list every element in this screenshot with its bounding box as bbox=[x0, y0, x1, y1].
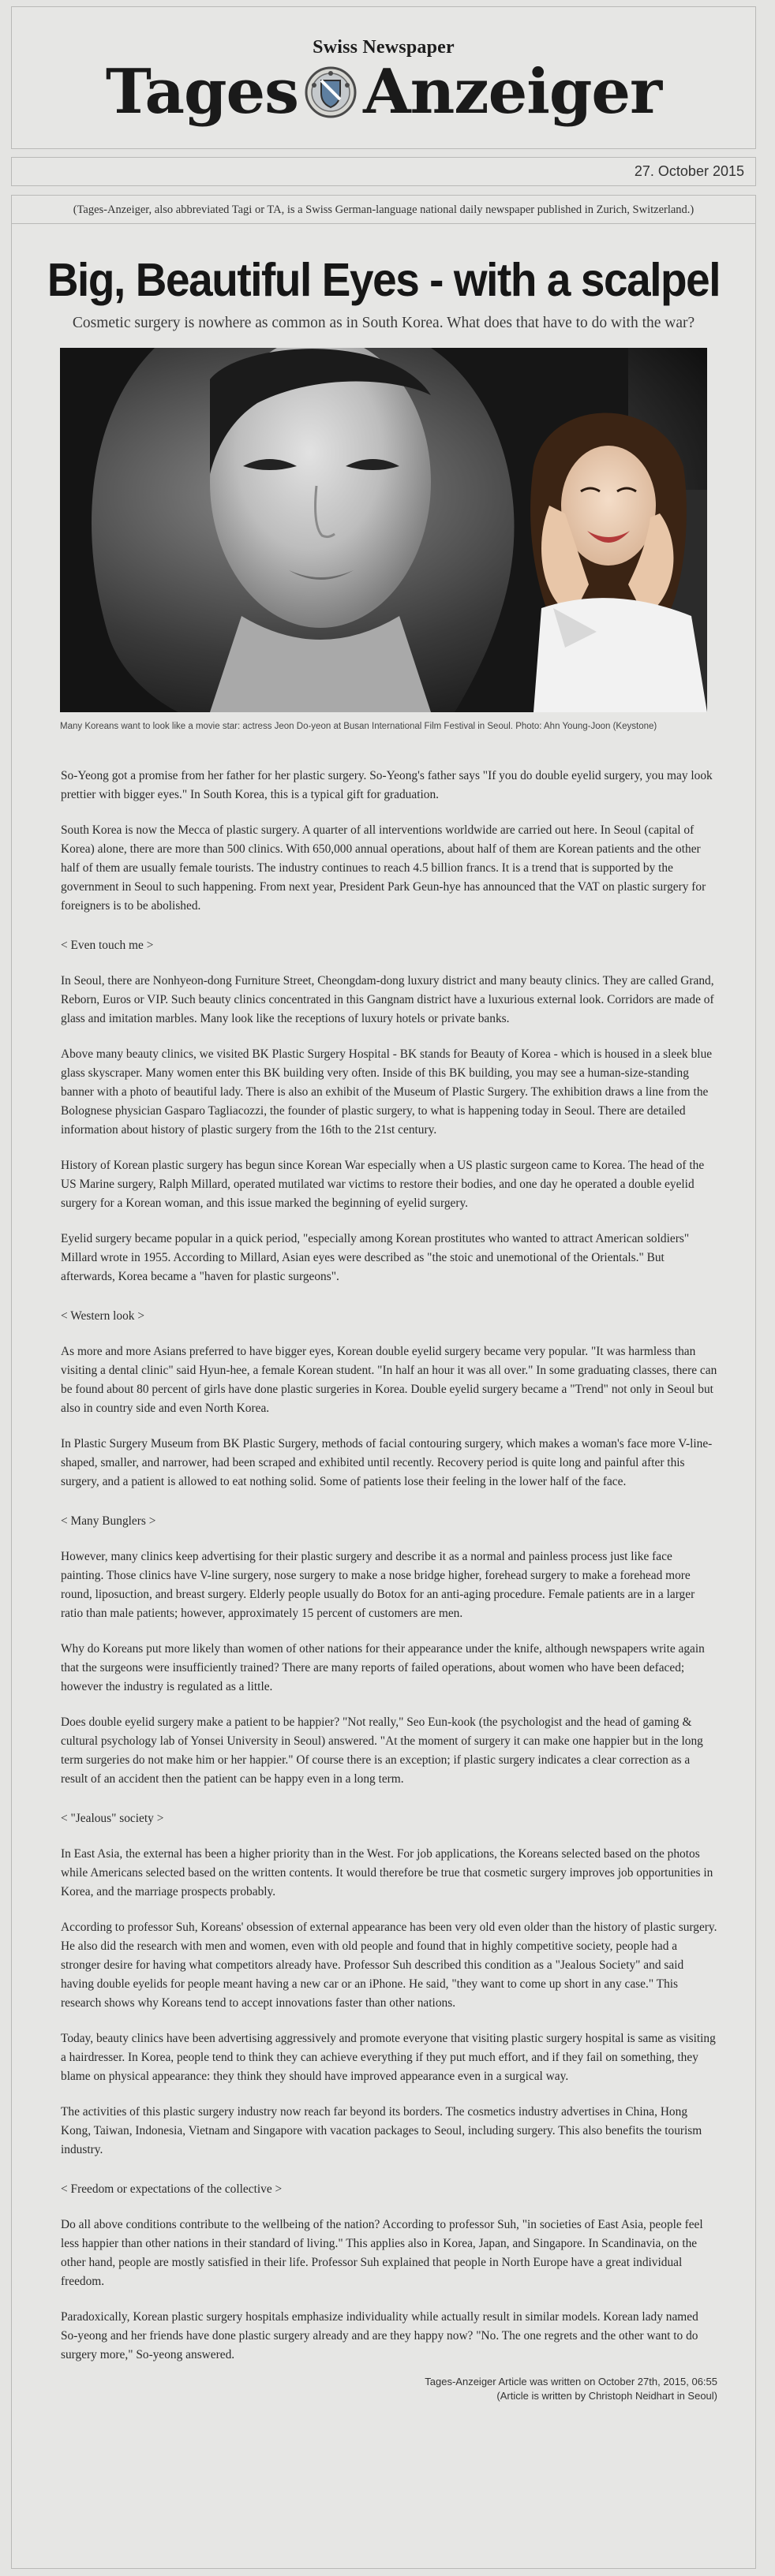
paragraph: The activities of this plastic surgery industry now reach far beyond its borders. The cosmetics industry advertises in China, Hong Kong, Taiwan, Indonesia, Vietnam and Singapore with vacation packages to Seoul, including surgery. This also benefits the tourism industry. bbox=[61, 2105, 702, 2156]
section-heading: < Freedom or expectations of the collective > bbox=[61, 2182, 283, 2196]
paragraph: History of Korean plastic surgery has begun since Korean War especially when a US plastic surgeon came to Korea. The head of the US Marine surgery, Ralph Millard, operated mutilated war victims to restore their bodies, and one day he operated a double eyelid surgery for a Korean woman, and this issue marked the beginning of eyelid surgery. bbox=[61, 1159, 705, 1210]
paragraph: Why do Koreans put more likely than women of other nations for their appearance under the knife, although newspapers write again that the surgeons were insufficiently trained? There are many reports of failed operations, about women who have been defaced; however the industry is regulated as a little. bbox=[61, 1642, 705, 1693]
paragraph: According to professor Suh, Koreans' obsession of external appearance has been very old even older than the history of plastic surgery. He also did the research with men and women, even with old people and found that in highly competitive society, people had a stronger desire for having what competitors already have. Professor Suh described this condition as a "Jealous Society" and said having double eyelids for people meant having a new car or an iPhone. He said, "they want to come up short in any case." This research shows why Koreans tend to accept innovations faster than other nations. bbox=[61, 1921, 717, 2010]
divider bbox=[12, 223, 755, 224]
section-heading: < Western look > bbox=[61, 1309, 145, 1323]
paragraph: However, many clinics keep advertising for their plastic surgery and describe it as a normal and painless process just like face painting. Those clinics have V-line surgery, nose surgery to make a nose bridge higher, forehead surgery to make a forehead more round, liposuction, and breast surgery. Elderly people usually do Botox for an anti-aging procedure. Female patients are in a larger ratio than male patients; however, approximately 15 percent of customers are men. bbox=[61, 1550, 695, 1620]
paragraph: So-Yeong got a promise from her father for her plastic surgery. So-Yeong's father says "If you do double eyelid surgery, you may look prettier with bigger eyes." In South Korea, this is a typical gift for graduation. bbox=[61, 769, 713, 801]
article-panel bbox=[11, 195, 756, 2569]
publication-date: 27. October 2015 bbox=[634, 163, 744, 179]
paragraph: Eyelid surgery became popular in a quick period, "especially among Korean prostitutes who wanted to attract American soldiers" Millard wrote in 1955. According to Millard, Asian eyes were described as "the stoic and unemotional of the Orientals." But afterwards, Korea became a "haven for plastic surgeons". bbox=[61, 1232, 690, 1283]
paragraph: In East Asia, the external has been a higher priority than in the West. For job applications, the Koreans selected based on the photos while Americans selected based on the written contents. It would therefore be true that cosmetic surgery improves job opportunities in Korea, and the marriage prospects probably. bbox=[61, 1847, 713, 1898]
coat-of-arms-icon bbox=[303, 65, 358, 120]
logo-left-word: Tages bbox=[105, 56, 299, 128]
paragraph: Today, beauty clinics have been advertising aggressively and promote everyone that visiting plastic surgery hospital is same as visiting a hairdresser. In Korea, people tend to think they can achieve everything if they put much effort, and if they fail on something, they blame on physical appearance: they think they should have improved appearance even in a surgical way. bbox=[61, 2032, 716, 2083]
paragraph: In Seoul, there are Nonhyeon-dong Furniture Street, Cheongdam-dong luxury district and many beauty clinics. They are called Grand, Reborn, Euros or VIP. Such beauty clinics concentrated in this Gangnam district have a luxurious external look. Corridors are made of glass and imitation marbles. Many look like the receptions of luxury hotels or private banks. bbox=[61, 974, 714, 1025]
article-credit bbox=[61, 2375, 717, 2403]
newspaper-logo[interactable] bbox=[12, 56, 755, 128]
article-subheadline: Cosmetic surgery is nowhere as common as in South Korea. What does that have to do with the war? bbox=[72, 315, 695, 331]
credit-author-line: (Article is written by Christoph Neidhart in Seoul) bbox=[496, 2390, 717, 2402]
newspaper-description: (Tages-Anzeiger, also abbreviated Tagi or TA, is a Swiss German-language national daily newspaper published in Zurich, Switzerland.) bbox=[73, 203, 695, 216]
paragraph: As more and more Asians preferred to have bigger eyes, Korean double eyelid surgery became very popular. "It was harmless than visiting a dental clinic" said Hyun-hee, a female Korean student. "In half an hour it was all over." In some graduating classes, there can be found about 80 percent of girls have done plastic surgeries in Korea. Double eyelid surgery became a "Trend" not only in Seoul but also in country side and even North Korea. bbox=[61, 1345, 717, 1415]
paragraph: South Korea is now the Mecca of plastic surgery. A quarter of all interventions worldwide are carried out here. In Seoul (capital of Korea) alone, there are more than 500 clinics. With 650,000 annual operations, about half of them are Korean patients and the other half of them are usually female tourists. The industry continues to reach 4.5 billion francs. It is a trend that is supported by the government in Seoul to such happening. From next year, President Park Geun-hye has announced that the VAT on plastic surgery for foreigners is to be abolished. bbox=[61, 823, 706, 913]
article-body bbox=[61, 767, 717, 2403]
masthead bbox=[11, 6, 756, 149]
paragraph: In Plastic Surgery Museum from BK Plastic Surgery, methods of facial contouring surgery, which makes a woman's face more V-line-shaped, smaller, and narrower, had been scraped and exhibited until recently. Recovery period is quite long and painful after this surgery, and a patient is allowed to eat nothing solid. Some of patients lose their feeling in the lower half of the face. bbox=[61, 1437, 713, 1488]
photo-illustration bbox=[60, 348, 707, 712]
section-heading: < Even touch me > bbox=[61, 939, 154, 952]
paragraph: Paradoxically, Korean plastic surgery hospitals emphasize individuality while actually result in similar models. Korean lady named So-yeong and her friends have done plastic surgery already and are they happy now? "No. The one regrets and the other want to do surgery more," So-yeong answered. bbox=[61, 2310, 698, 2361]
paragraph: Do all above conditions contribute to the wellbeing of the nation? According to professor Suh, "in societies of East Asia, people feel less happier than other nations in their standard of living." This applies also in Korea, Japan, and Singapore. In Scandinavia, on the other hand, people are mostly satisfied in their life. Professor Suh explained that people in North Europe have a great individual freedom. bbox=[61, 2218, 703, 2288]
article-headline: Big, Beautiful Eyes - with a scalpel bbox=[47, 254, 721, 306]
paragraph: Does double eyelid surgery make a patient to be happier? "Not really," Seo Eun-kook (the psychologist and the head of gaming & cultural psychology lab of Yonsei University in Seoul) answered. "At the moment of surgery it can make one happier but in the long term surgeries do not make him or her happier." Of course there is an exception; if plastic surgery indicates a clear correction as a result of an accident then the patient can be happy even in a long term. bbox=[61, 1715, 703, 1786]
photo-caption: Many Koreans want to look like a movie star: actress Jeon Do-yeon at Busan International Film Festival in Seoul. Photo: Ahn Young-Joon (Keystone) bbox=[60, 722, 657, 731]
paragraph: Above many beauty clinics, we visited BK Plastic Surgery Hospital - BK stands for Beauty of Korea - which is housed in a sleek blue glass skyscraper. Many women enter this BK building very often. Inside of this BK building, you may see a human-size-standing banner with a photo of beautiful lady. There is also an exhibit of the Museum of Plastic Surgery. The exhibition draws a line from the Bolognese physician Gasparo Tagliacozzi, the founder of plastic surgery, to what is happening today in Seoul. There are detailed information about history of plastic surgery from the 16th to the 21st century. bbox=[61, 1047, 713, 1137]
dateline-bar bbox=[11, 157, 756, 186]
section-heading: < Many Bunglers > bbox=[61, 1514, 156, 1528]
masthead-supertitle: Swiss Newspaper bbox=[313, 37, 455, 58]
section-heading: < "Jealous" society > bbox=[61, 1812, 164, 1825]
credit-date-line: Tages-Anzeiger Article was written on October 27th, 2015, 06:55 bbox=[425, 2376, 717, 2387]
logo-right-word: Anzeiger bbox=[363, 56, 662, 128]
article-photo bbox=[60, 348, 707, 712]
